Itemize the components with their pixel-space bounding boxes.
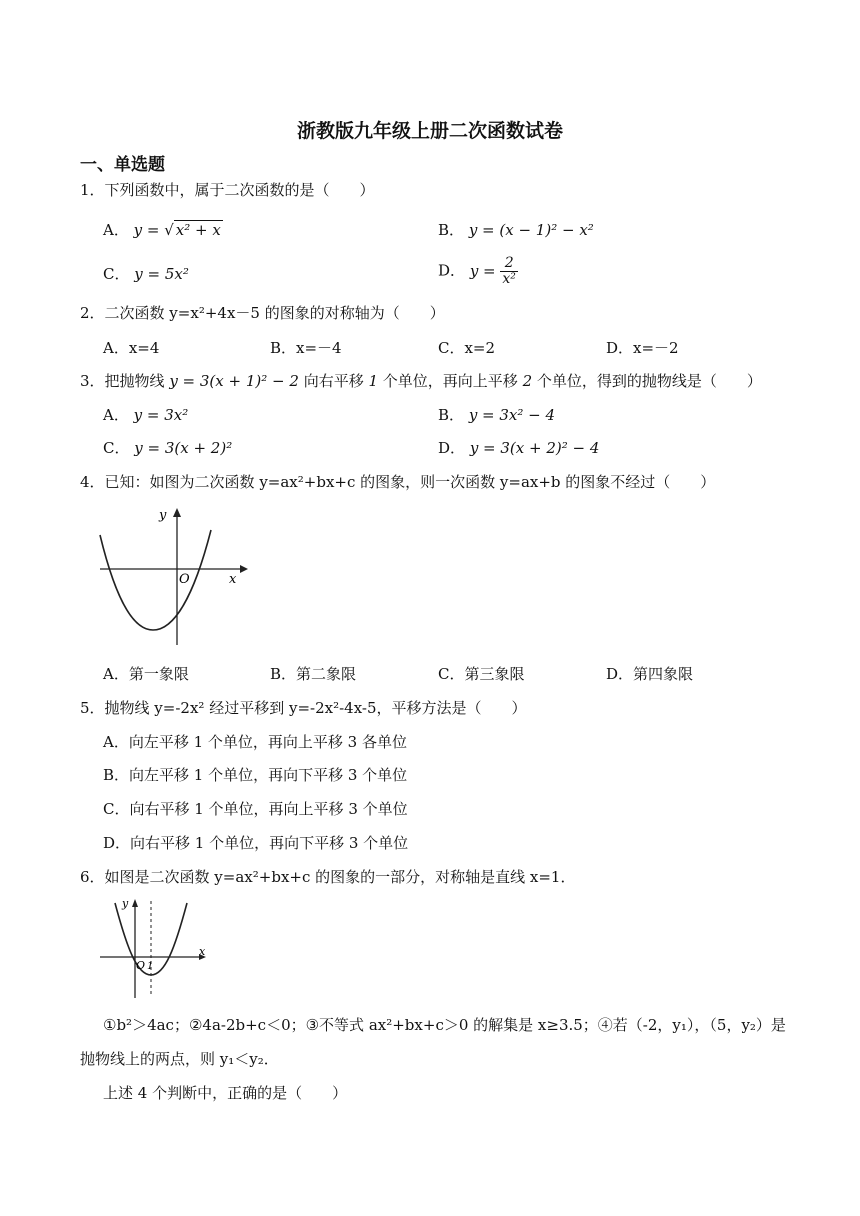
q5-option-b[interactable]: B．向左平移 1 个单位，再向下平移 3 个单位 (103, 766, 408, 784)
x-axis-arrow-icon (240, 565, 248, 573)
q1-option-d-math: y = $\frac{2}{\text{x²}}$ (469, 255, 516, 287)
q5-option-c[interactable]: C．向右平移 1 个单位，再向上平移 3 个单位 (103, 800, 408, 818)
q3-option-c[interactable]: C． y = 3(x + 2)² (103, 439, 233, 457)
q6-parabola-graph (95, 893, 215, 1003)
q1-option-a[interactable] (103, 220, 223, 240)
q3-option-a[interactable]: A． y = 3x² (103, 406, 189, 424)
x-axis-label: x (229, 572, 237, 587)
q6-stem: 6．如图是二次函数 y=ax²+bx+c 的图象的一部分，对称轴是直线 x=1． (80, 868, 576, 886)
q4-option-c[interactable]: C．第三象限 (438, 665, 525, 683)
q4-option-a[interactable]: A．第一象限 (103, 665, 189, 683)
q1-option-b-label: B． (438, 221, 465, 239)
q5-stem: 5．抛物线 y=-2x² 经过平移到 y=-2x²-4x-5，平移方法是（ ） (80, 699, 527, 717)
q5-option-a[interactable]: A．向左平移 1 个单位，再向上平移 3 各单位 (103, 733, 407, 751)
q1-option-d-label: D． (438, 261, 466, 280)
q1-option-b[interactable] (438, 220, 594, 240)
q2-option-c[interactable]: C．x=2 (438, 339, 496, 357)
parabola-curve (100, 530, 211, 630)
q1-option-a-label: A． (103, 221, 129, 239)
x-axis-label: x (199, 945, 206, 958)
page-title: 浙教版九年级上册二次函数试卷 (296, 120, 563, 142)
q1-option-c[interactable] (103, 264, 189, 284)
q1-option-d[interactable] (438, 256, 518, 287)
q3-option-d[interactable]: D． y = 3(x + 2)² − 4 (438, 439, 600, 457)
q3-stem: 3．把抛物线 y = 3(x + 1)² − 2 向右平移 1 个单位，再向上平移 2 个单位，得到的抛物线是（ ） (80, 372, 762, 390)
tick-label-1: 1 (147, 961, 154, 972)
q2-stem: 2．二次函数 y=x²+4x－5 的图象的对称轴为（ ） (80, 304, 445, 322)
q1-option-c-label: C． (103, 265, 130, 283)
q4-option-b[interactable]: B．第二象限 (270, 665, 357, 683)
q2-option-d[interactable]: D．x=－2 (606, 339, 679, 357)
y-axis-arrow-icon (173, 508, 181, 517)
q4-stem: 4．已知：如图为二次函数 y=ax²+bx+c 的图象，则一次函数 y=ax+b 的图象不经过（ ） (80, 473, 716, 491)
q2-option-b[interactable]: B．x=－4 (270, 339, 342, 357)
q6-statements-line2: 抛物线上的两点，则 y₁＜y₂． (80, 1050, 279, 1068)
y-axis-label: y (122, 897, 129, 910)
q1-option-b-math: y = (x − 1)² − x² (468, 221, 594, 239)
y-axis-label: y (159, 508, 167, 523)
q1-stem: 1．下列函数中，属于二次函数的是（ ） (80, 181, 375, 199)
q2-option-a[interactable]: A．x=4 (103, 339, 160, 357)
y-axis-arrow-icon (132, 899, 138, 907)
origin-label: O (179, 572, 190, 587)
q6-statements-line1: ①b²＞4ac；②4a-2b+c＜0；③不等式 ax²+bx+c＞0 的解集是 x≥3.5；④若（-2，y₁），（5，y₂）是 (103, 1016, 786, 1034)
q3-option-b[interactable]: B． y = 3x² − 4 (438, 406, 556, 424)
origin-label: O (136, 959, 146, 972)
q5-option-d[interactable]: D．向右平移 1 个单位，再向下平移 3 个单位 (103, 834, 409, 852)
q4-option-d[interactable]: D．第四象限 (606, 665, 694, 683)
q6-question: 上述 4 个判断中，正确的是（ ） (103, 1084, 348, 1102)
q4-parabola-graph (95, 505, 255, 650)
q1-option-c-math: y = 5x² (134, 265, 189, 283)
section-heading: 一、单选题 (80, 155, 165, 175)
q1-option-a-math: y = √ x² + x (133, 221, 221, 239)
